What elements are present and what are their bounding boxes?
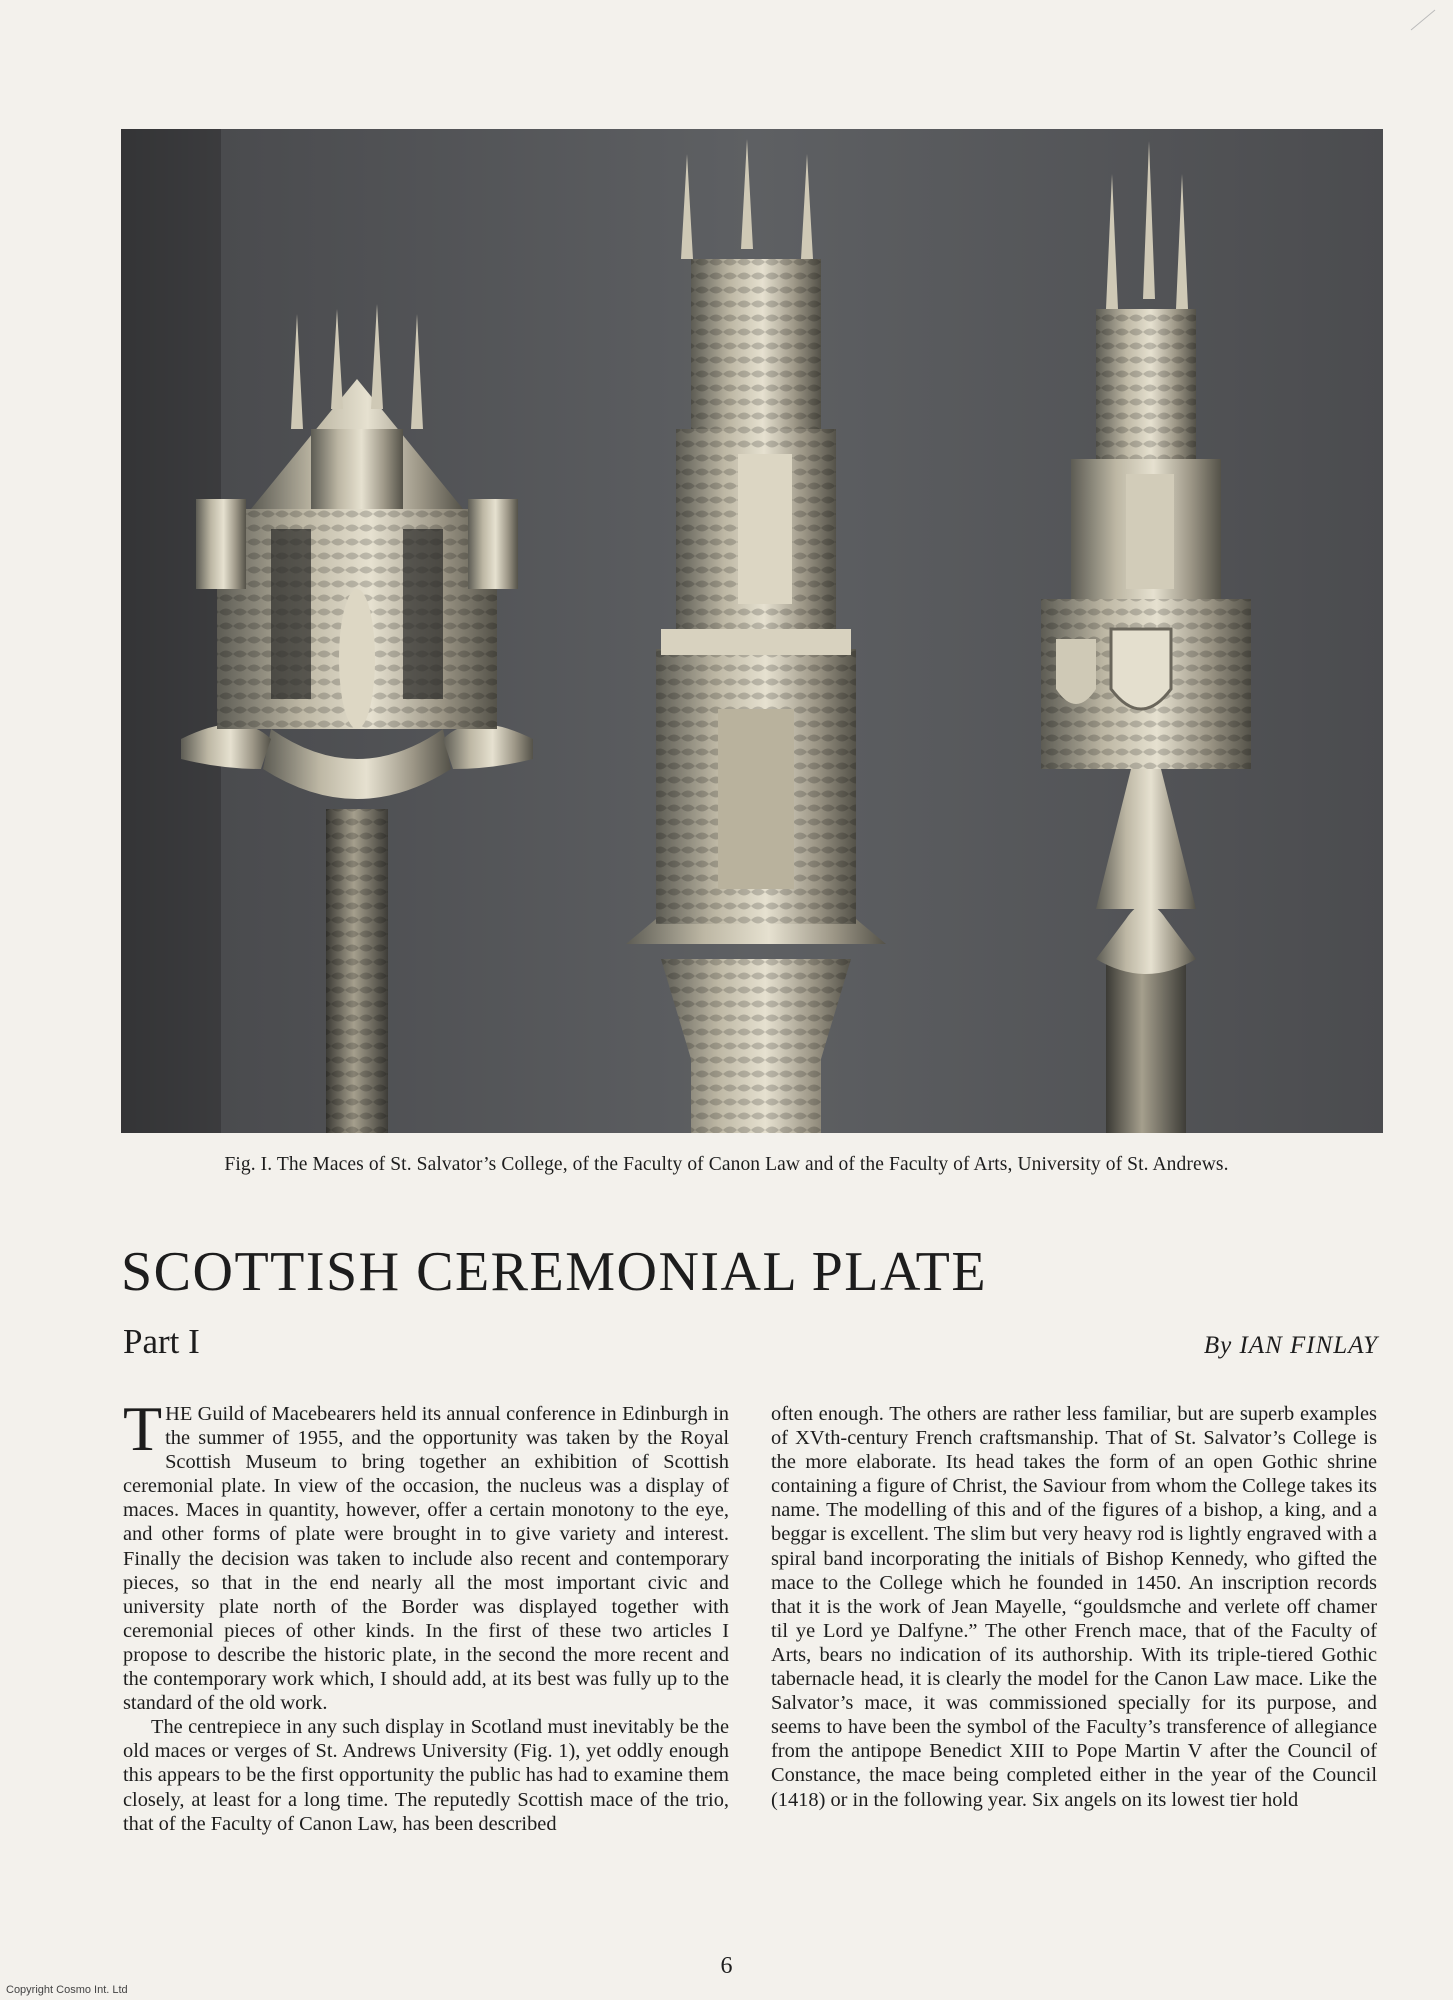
maces-photograph <box>121 129 1383 1133</box>
text-column-left <box>123 1393 729 1836</box>
paragraph-2: The centrepiece in any such display in Scotland must inevitably be the old maces or verges of St. Andrews University (Fig. 1), yet oddly enough this appears to be the first opportunity the public has had to examine them closely, at least for a long time. The reputedly Scottish mace of the trio, that of the Faculty of Canon Law, has been described <box>123 1716 729 1835</box>
paragraph-3: often enough. The others are rather less familiar, but are superb examples of XVth-century French craftsmanship. That of St. Salvator’s College is the more elaborate. Its head takes the form of an open Gothic shrine containing a figure of Christ, the Saviour from whom the College takes its name. The modelling of this and of the figures of a bishop, a king, and a beggar is excellent. The slim but very heavy rod is lightly engraved with a spiral band incorporating the initials of Bishop Kennedy, who gifted the mace to the College which he founded in 1450. An inscription records that it is the work of Jean Mayelle, “gouldsmche and verlete off chamer til ye Lord ye Dalfyne.” The other French mace, that of the Faculty of Arts, bears no indication of its authorship. With its triple-tiered Gothic tabernacle head, it is clearly the model for the Canon Law mace. Like the Salvator’s mace, it was commissioned specially for its purpose, and seems to have been the symbol of the Faculty’s transference of allegiance from the antipope Benedict XIII to Pope Martin V after the Council of Constance, the mace being completed either in the year of the Council (1418) or in the following year. Six angels on its lowest tier hold <box>771 1403 1377 1811</box>
paragraph-1 <box>123 1393 729 1715</box>
article-title: SCOTTISH CEREMONIAL PLATE <box>121 1241 988 1303</box>
copyright-notice: Copyright Cosmo Int. Ltd <box>6 1984 128 1996</box>
paragraph-1-text: HE Guild of Macebearers held its annual conference in Edinburgh in the summer of 1955, and the opportunity was taken by the Royal Scottish Museum to bring together an exhibition of Scottish ceremonial plate. In view of the occasion, the nucleus was a display of maces. Maces in quantity, however, offer a certain monotony to the eye, and other forms of plate were brought in to give variety and interest. Finally the decision was taken to include also recent and contemporary pieces, so that in the end nearly all the most important civic and university plate north of the Border was displayed together with ceremonial pieces of other kinds. In the first of these two articles I propose to describe the historic plate, in the second the more recent and the contemporary work which, I should add, at its best was fully up to the standard of the old work. <box>123 1403 729 1715</box>
article-byline: By IAN FINLAY <box>1203 1332 1378 1359</box>
text-column-right <box>771 1402 1377 1812</box>
drop-cap: T <box>123 1393 163 1464</box>
page-number: 6 <box>720 1953 733 1979</box>
corner-pencil-mark <box>1409 6 1439 40</box>
figure-caption: Fig. I. The Maces of St. Salvator’s College, of the Faculty of Canon Law and of the Faculty of Arts, University of St. Andrews. <box>224 1154 1229 1175</box>
article-part: Part I <box>123 1322 200 1361</box>
